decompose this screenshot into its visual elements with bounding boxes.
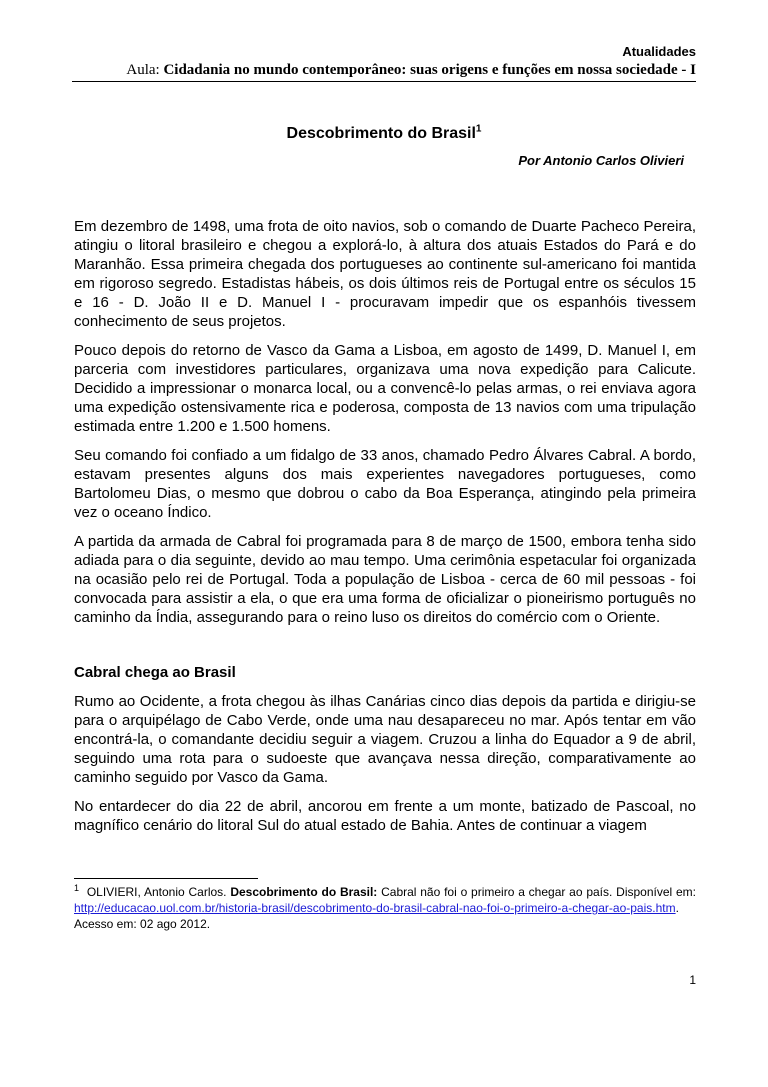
header-divider <box>72 81 696 82</box>
footnote-reference: 1 <box>475 123 482 135</box>
footnote-source-link[interactable]: http://educacao.uol.com.br/historia-brasil/descobrimento-do-brasil-cabral-nao-foi-o-primeiro-a-chegar-ao-pais.htm <box>74 901 676 915</box>
header-lesson-line <box>72 62 696 79</box>
paragraph: Rumo ao Ocidente, a frota chegou às ilhas Canárias cinco dias depois da partida e dirigiu-se para o arquipélago de Cabo Verde, onde uma nau desapareceu no mar. Após tentar em vão encontrá-la, o comandante decidiu seguir a viagem. Cruzou a linha do Equador a 9 de abril, seguindo uma rota para o sudoeste que avançava nessa direção, comparativamente ao caminho seguido por Vasco da Gama. <box>74 693 696 786</box>
footnote-author: OLIVIERI, Antonio Carlos. <box>86 885 227 899</box>
footnote-available-label: Disponível em: <box>616 885 696 899</box>
paragraph: Seu comando foi confiado a um fidalgo de 33 anos, chamado Pedro Álvares Cabral. A bordo, estavam presentes alguns dos mais experientes navegadores portugueses, como Bartolomeu Dias, o mesmo que dobrou o cabo da Boa Esperança, atingindo pela primeira vez o oceano Índico. <box>74 447 696 521</box>
footnote-number: 1 <box>74 883 80 893</box>
footnote-title: Descobrimento do Brasil: <box>230 885 378 899</box>
lesson-title: Cidadania no mundo contemporâneo: suas origens e funções em nossa sociedade - I <box>163 62 696 78</box>
article-author: Por Antonio Carlos Olivieri <box>518 153 684 168</box>
paragraph: No entardecer do dia 22 de abril, ancorou em frente a um monte, batizado de Pascoal, no magnífico cenário do litoral Sul do atual estado de Bahia. Antes de continuar a viagem <box>74 798 696 834</box>
paragraph: Pouco depois do retorno de Vasco da Gama a Lisboa, em agosto de 1499, D. Manuel I, em parceria com investidores particulares, organizava uma nova expedição para Calicute. Decidido a impressionar o monarca local, ou a convencê-lo pelas armas, o rei enviava agora uma expedição ostensivamente rica e poderosa, composta de 13 navios com uma tripulação estimada entre 1.200 e 1.500 homens. <box>74 342 696 435</box>
lesson-label: Aula: <box>126 62 160 78</box>
footnote <box>74 884 696 932</box>
section-heading: Cabral chega ao Brasil <box>74 664 236 681</box>
footnote-subtitle: Cabral não foi o primeiro a chegar ao país. <box>381 885 613 899</box>
paragraph: A partida da armada de Cabral foi programada para 8 de março de 1500, embora tenha sido adiada para o dia seguinte, devido ao mau tempo. Uma cerimônia espetacular foi organizada na ocasião pelo rei de Portugal. Toda a população de Lisboa - cerca de 60 mil pessoas - foi convocada para assistir a ela, o que era uma forma de oficializar o pioneirismo português no caminho da Índia, assegurando para o reino luso os direitos do comércio com o Oriente. <box>74 533 696 626</box>
article-title-text: Descobrimento do Brasil <box>286 125 476 142</box>
page-number: 1 <box>689 973 696 987</box>
article-body <box>74 217 696 845</box>
paragraph: Em dezembro de 1498, uma frota de oito navios, sob o comando de Duarte Pacheco Pereira, atingiu o litoral brasileiro e chegou a explorá-lo, à altura dos atuais Estados do Pará e do Maranhão. Essa primeira chegada dos portugueses ao continente sul-americano foi mantida em rigoroso segredo. Estadistas hábeis, os dois últimos reis de Portugal entre os séculos 15 e 16 - D. João II e D. Manuel I - procuravam impedir que os espanhóis tivessem conhecimento de seus projetos. <box>74 218 696 330</box>
footnote-access-date: . Acesso em: 02 ago 2012. <box>74 901 679 931</box>
header-section-label: Atualidades <box>622 44 696 59</box>
article-title <box>0 125 768 143</box>
footnote-divider <box>74 878 258 879</box>
